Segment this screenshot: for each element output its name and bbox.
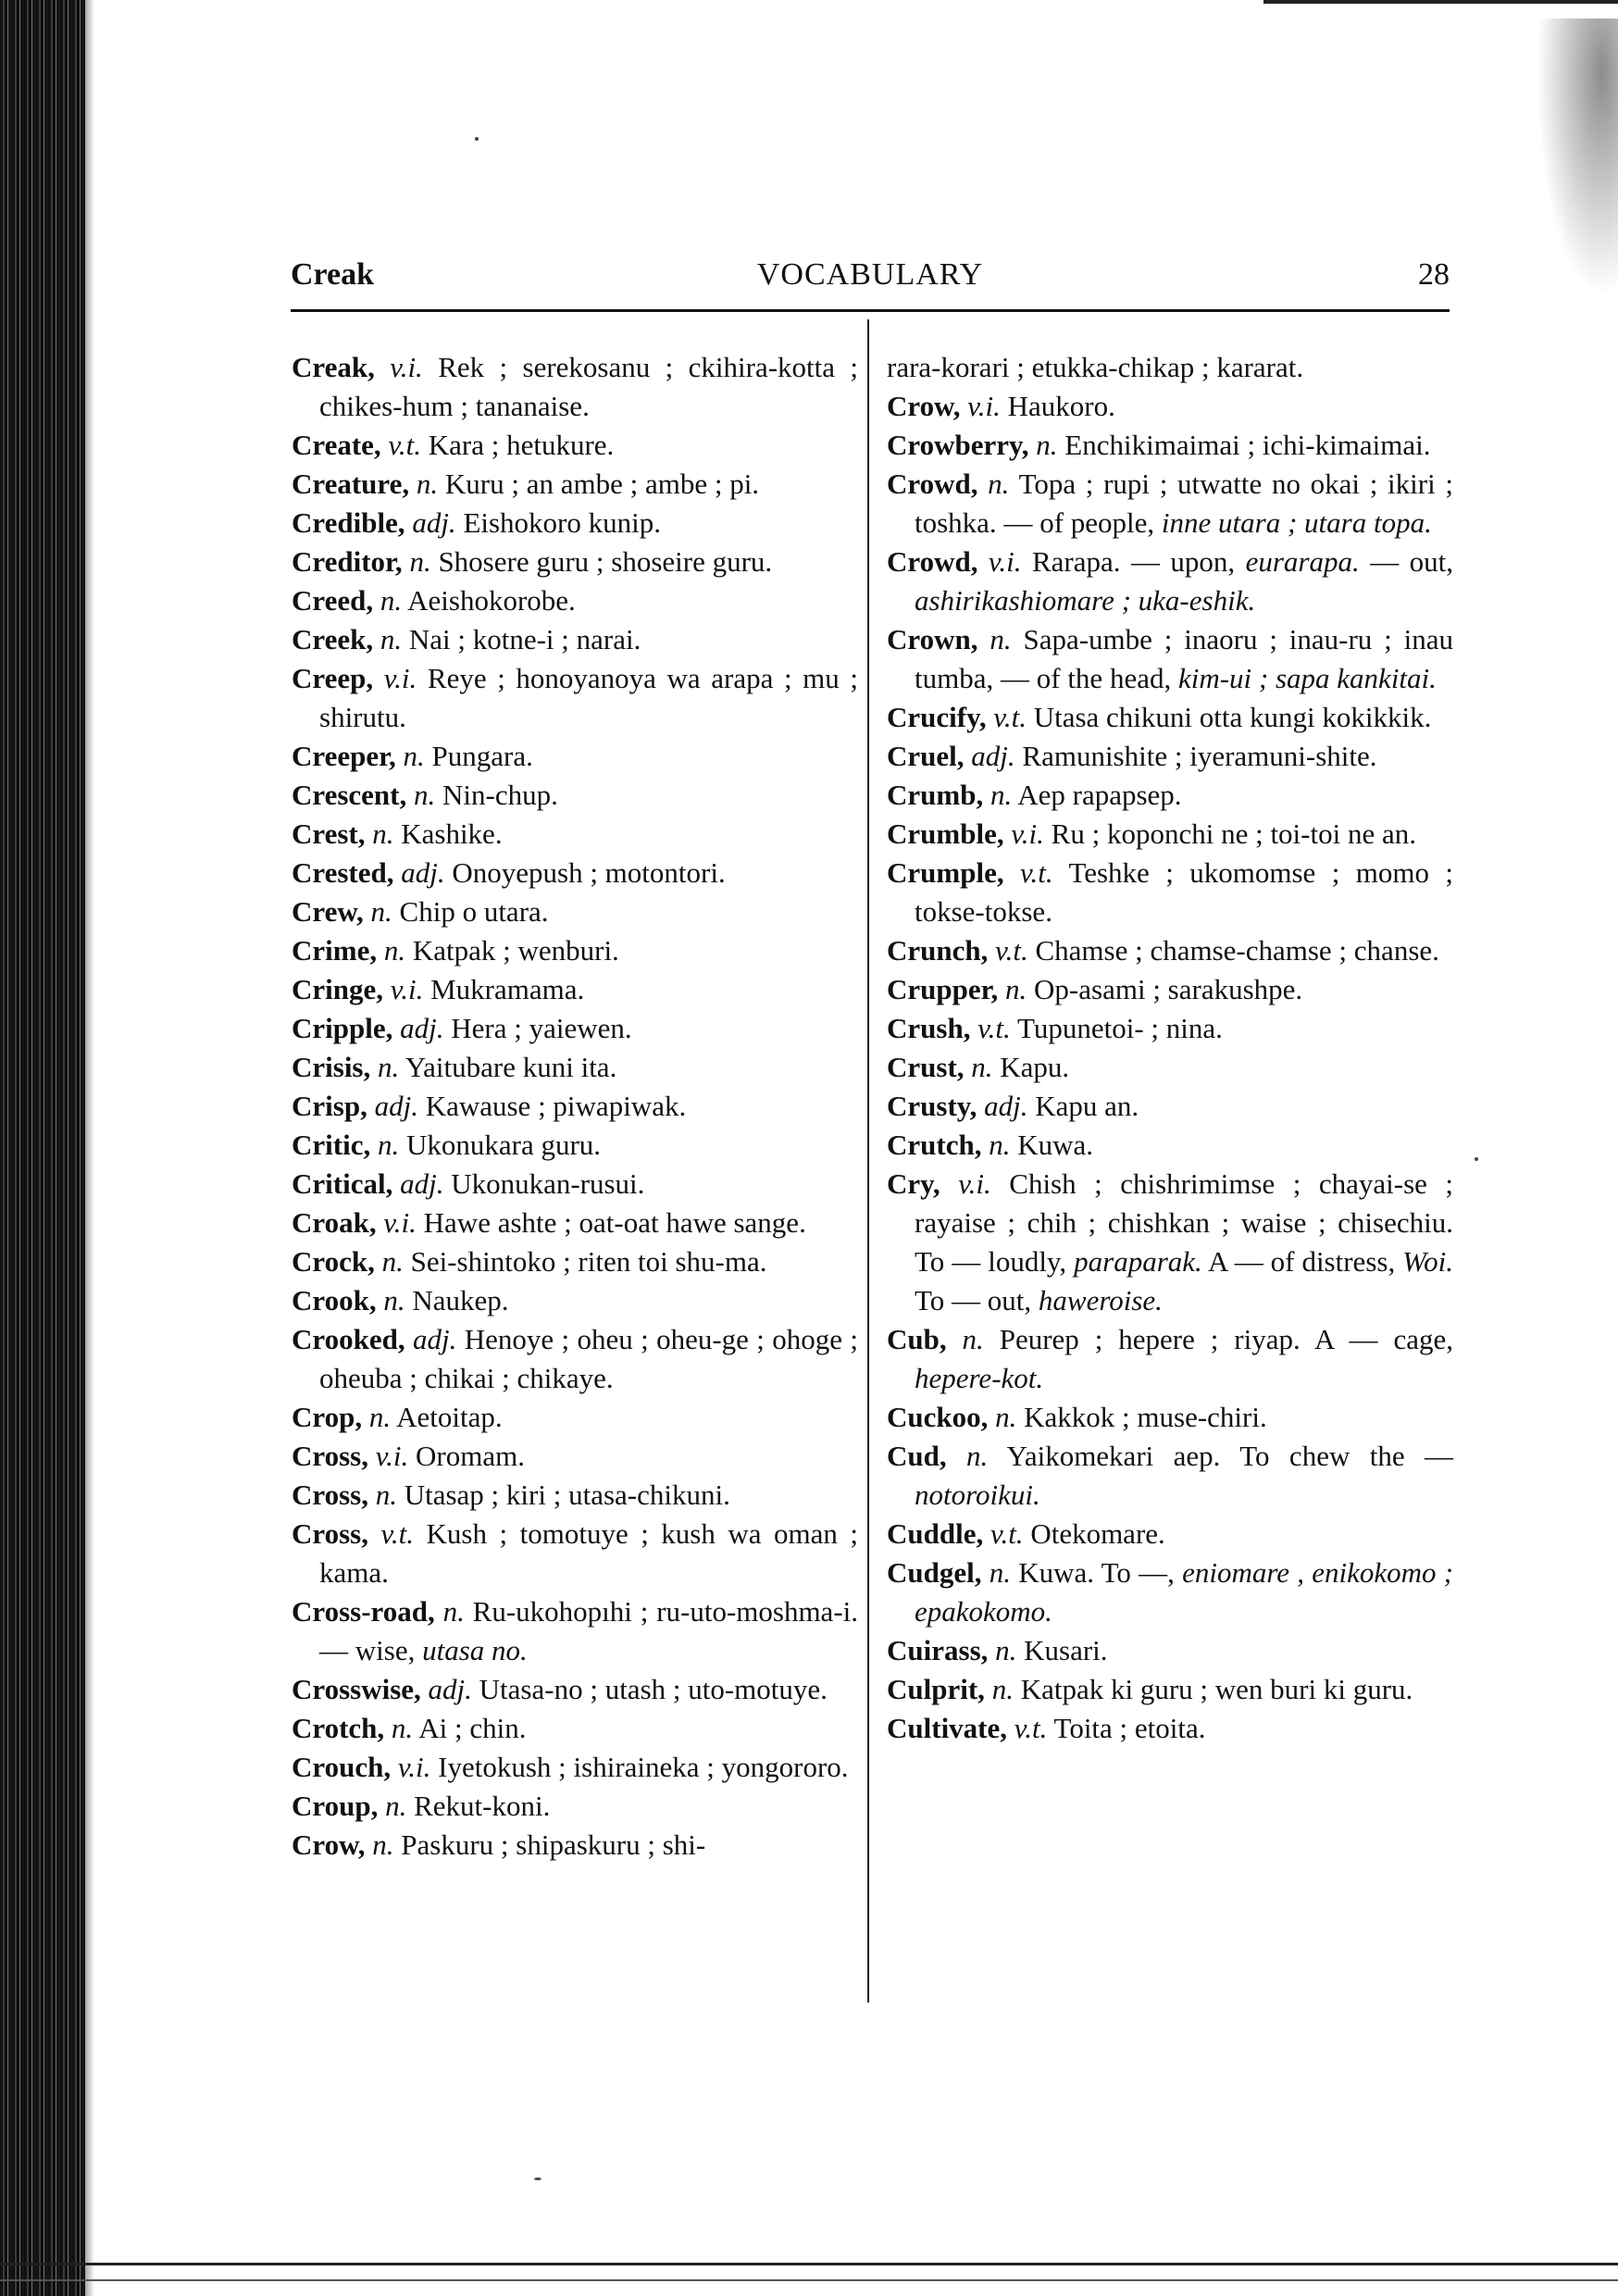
scan-bottom-edge [0,2279,1618,2281]
phrase: — of people, [1003,506,1155,539]
headword: Creature, [292,468,410,500]
dictionary-entry [292,1281,858,1320]
definition: Shosere guru ; shoseire guru. [438,545,773,578]
headword: Cross, [292,1479,368,1511]
phrase-translation: inne utara ; utara topa. [1161,506,1432,539]
part-of-speech: n. [409,545,431,578]
headword: Culprit, [887,1673,985,1705]
part-of-speech: n. [375,1479,397,1511]
part-of-speech: v.i. [390,351,423,383]
headword: Crescent, [292,779,407,811]
phrase-translation: ashirikashiomare ; uka-eshik. [915,584,1256,617]
dictionary-entry [887,1320,1453,1398]
part-of-speech: n. [378,1051,400,1083]
dictionary-entry [292,1592,858,1670]
dictionary-entry [292,1670,858,1709]
phrase: A — cage, [1313,1323,1454,1355]
dictionary-entry [292,931,858,970]
dictionary-entry [887,1398,1453,1437]
definition: Haukoro. [1007,390,1115,422]
part-of-speech: adj. [984,1090,1028,1122]
definition: Op-asami ; sarakushpe. [1034,973,1303,1005]
definition: Kapu an. [1035,1090,1139,1122]
dictionary-entry [292,1748,858,1787]
headword: Crosswise, [292,1673,421,1705]
part-of-speech: n. [971,1051,993,1083]
part-of-speech: n. [962,1323,984,1355]
scan-corner-shadow [1537,19,1618,296]
headword: Crusty, [887,1090,977,1122]
part-of-speech: v.i. [967,390,1001,422]
headword: Critical, [292,1167,393,1200]
definition: Ru ; koponchi ne ; toi-toi ne an. [1051,817,1416,850]
part-of-speech: v.i. [383,662,417,694]
part-of-speech: n. [372,1828,394,1861]
definition: Ru-ukohopıhi ; ru-uto-moshma-i. [472,1595,859,1628]
headword: Crisis, [292,1051,371,1083]
part-of-speech: v.t. [977,1012,1011,1044]
headword: Cultivate, [887,1712,1008,1744]
phrase: — out, [1370,545,1454,578]
dictionary-entry [292,1165,858,1204]
scan-binding-edge [0,0,85,2296]
dictionary-entry [292,737,858,776]
definition: Nai ; kotne-i ; narai. [408,623,641,655]
part-of-speech: n. [377,1129,400,1161]
headword: Cub, [887,1323,947,1355]
headword: Crowberry, [887,429,1029,461]
phrase-translation: kim-ui ; sapa kankitai. [1177,662,1437,694]
headword: Crock, [292,1245,375,1278]
definition: Sei-shintoko ; riten toi shu-ma. [410,1245,767,1278]
definition: rara-korari ; etukka-chikap ; kararat. [887,351,1304,383]
definition: Ramunishite ; iyeramuni-shite. [1022,740,1377,772]
dictionary-entry [292,854,858,892]
scan-speck [475,137,479,141]
phrase-translation: paraparak. [1074,1245,1202,1278]
definition: Hawe ashte ; oat-oat hawe sange. [423,1206,806,1239]
headword: Crest, [292,817,366,850]
definition: Kapu. [1000,1051,1070,1083]
definition: Katpak ki guru ; wen buri ki guru. [1020,1673,1413,1705]
page-title: VOCABULARY [756,257,984,292]
headword: Crutch, [887,1129,982,1161]
headword: Crotch, [292,1712,385,1744]
part-of-speech: n. [416,468,439,500]
dictionary-entry [292,348,858,426]
phrase-translation: notoroikui. [915,1479,1040,1511]
part-of-speech: n. [381,1245,404,1278]
headword: Crooked, [292,1323,405,1355]
headword: Crunch, [887,934,989,967]
part-of-speech: n. [995,1401,1017,1433]
headword: Cud, [887,1440,947,1472]
phrase-translation: utasa no. [422,1634,528,1666]
dictionary-entry [887,1515,1453,1554]
definition: Ukonukan-rusui. [451,1167,645,1200]
part-of-speech: n. [391,1712,414,1744]
scan-bottom-edge [0,2263,1618,2265]
part-of-speech: v.t. [380,1517,415,1550]
definition: Kuwa. [1017,1129,1094,1161]
part-of-speech: v.i. [375,1440,409,1472]
definition: Paskuru ; shipaskuru ; shi- [401,1828,706,1861]
dictionary-entry [292,620,858,659]
dictionary-entry [292,1826,858,1865]
dictionary-entry [887,465,1453,543]
definition: Otekomare. [1030,1517,1165,1550]
definition: Peurep ; hepere ; riyap. [999,1323,1301,1355]
dictionary-entry [887,1709,1453,1748]
dictionary-entry [292,892,858,931]
headword: Creak, [292,351,375,383]
headword: Cuckoo, [887,1401,989,1433]
dictionary-entry [887,1670,1453,1709]
headword: Creek, [292,623,374,655]
dictionary-entry [887,543,1453,620]
definition: Tupunetoi- ; nina. [1016,1012,1223,1044]
dictionary-entry [887,1009,1453,1048]
definition: Kush ; tomotuye ; kush wa oman ; kama. [319,1517,858,1589]
definition: Sapa-umbe ; inaoru ; inau-ru ; inau tumba, [915,623,1454,694]
part-of-speech: n. [1036,429,1058,461]
part-of-speech: v.t. [388,429,422,461]
part-of-speech: adj. [971,740,1015,772]
part-of-speech: v.t. [1020,856,1053,889]
part-of-speech: n. [989,779,1013,811]
dictionary-entry [887,854,1453,931]
part-of-speech: n. [966,1440,989,1472]
headword: Crop, [292,1401,363,1433]
page-number: 28 [1418,257,1450,292]
dictionary-entry [887,1165,1453,1320]
headword: Crow, [292,1828,366,1861]
definition: Utasa chikuni otta kungi kokikkik. [1033,701,1432,733]
dictionary-entry [887,1631,1453,1670]
headword: Cuddle, [887,1517,984,1550]
part-of-speech: n. [383,934,406,967]
headword: Crisp, [292,1090,367,1122]
part-of-speech: adj. [412,1323,457,1355]
dictionary-entry [887,737,1453,776]
definition: Onoyepush ; motontori. [452,856,726,889]
headword: Crumple, [887,856,1004,889]
phrase-translation: Woi. [1402,1245,1454,1278]
definition: Chish ; chishrimimse ; chayai-se ; rayaise ; chih ; chishkan ; waise ; chisechiu. [915,1167,1454,1239]
part-of-speech: n. [989,623,1012,655]
definition: Kara ; hetukure. [428,429,615,461]
dictionary-entry [292,1204,858,1242]
headword: Crested, [292,856,394,889]
dictionary-entry [292,1087,858,1126]
phrase-translation: haweroise. [1038,1284,1163,1316]
part-of-speech: n. [991,1673,1014,1705]
headword: Crowd, [887,468,978,500]
dictionary-entry [292,1320,858,1398]
phrase: To —, [1101,1556,1175,1589]
right-column [887,348,1453,1748]
definition: Henoye ; oheu ; oheu-ge ; ohoge ; oheuba ; chikai ; chikaye. [319,1323,859,1394]
headword: Crime, [292,934,378,967]
definition: Kusari. [1024,1634,1108,1666]
guide-word: Creak [291,257,375,292]
dictionary-entry [887,698,1453,737]
dictionary-entry [292,1126,858,1165]
part-of-speech: n. [989,1129,1011,1161]
dictionary-entry [887,1048,1453,1087]
part-of-speech: adj. [401,856,445,889]
part-of-speech: n. [995,1634,1017,1666]
part-of-speech: n. [383,1284,405,1316]
dictionary-entry [887,1126,1453,1165]
dictionary-entry [292,659,858,737]
part-of-speech: n. [370,895,392,928]
part-of-speech: v.i. [390,973,424,1005]
part-of-speech: n. [368,1401,392,1433]
part-of-speech: adj. [412,506,456,539]
headword: Critic, [292,1129,371,1161]
headword: Croup, [292,1790,379,1822]
definition: Teshke ; ukomomse ; momo ; tokse-tokse. [915,856,1453,928]
definition: Ukonukara guru. [405,1129,602,1161]
dictionary-entry [887,387,1453,426]
part-of-speech: v.t. [1014,1712,1048,1744]
definition: Chamse ; chamse-chamse ; chanse. [1035,934,1439,967]
definition: Yaitubare kuni ita. [404,1051,617,1083]
part-of-speech: n. [442,1595,465,1628]
dictionary-entry [292,1009,858,1048]
headword: Croak, [292,1206,377,1239]
definition: Kuwa. [1018,1556,1094,1589]
definition: Toita ; etoita. [1053,1712,1206,1744]
definition: Hera ; yaiewen. [451,1012,632,1044]
part-of-speech: adj. [428,1673,472,1705]
dictionary-entry [887,426,1453,465]
phrase-translation: eurarapa. [1245,545,1360,578]
dictionary-entry [292,776,858,815]
dictionary-entry [292,1242,858,1281]
definition: Mukramama. [430,973,585,1005]
part-of-speech: n. [988,468,1010,500]
headword: Credible, [292,506,405,539]
headword: Crouch, [292,1751,392,1783]
part-of-speech: n. [989,1556,1011,1589]
part-of-speech: v.t. [995,934,1028,967]
definition: Kawause ; piwapiwak. [425,1090,687,1122]
dictionary-entry [887,1087,1453,1126]
definition: Enchikimaimai ; ichi-kimaimai. [1064,429,1431,461]
part-of-speech: adj. [374,1090,418,1122]
dictionary-entry [292,970,858,1009]
dictionary-entry [887,970,1453,1009]
phrase: To — out, [915,1284,1032,1316]
definition: Ai ; chin. [418,1712,527,1744]
phrase-translation: hepere-kot. [915,1362,1044,1394]
part-of-speech: v.i. [1011,817,1044,850]
part-of-speech: v.i. [383,1206,417,1239]
headword: Crush, [887,1012,971,1044]
headword: Crew, [292,895,364,928]
headword: Create, [292,429,381,461]
phrase: To chew the — [1239,1440,1453,1472]
definition: Aetoitap. [396,1401,503,1433]
definition: Pungara. [431,740,533,772]
dictionary-entry [292,426,858,465]
definition: Utasa-no ; utash ; uto-motuye. [479,1673,828,1705]
scan-speck [534,2177,541,2180]
headword: Creditor, [292,545,403,578]
definition: Eishokoro kunip. [463,506,661,539]
dictionary-entry [887,815,1453,854]
dictionary-entry [887,1554,1453,1631]
definition: Utasap ; kiri ; utasa-chikuni. [404,1479,730,1511]
headword: Crust, [887,1051,965,1083]
phrase: — upon, [1130,545,1236,578]
definition: Nin-chup. [442,779,558,811]
headword: Cripple, [292,1012,393,1044]
part-of-speech: n. [414,779,436,811]
dictionary-entry [292,465,858,504]
headword: Cringe, [292,973,384,1005]
headword: Cross, [292,1517,368,1550]
part-of-speech: n. [385,1790,407,1822]
phrase-translation: eniomare , enikokomo ; epakokomo. [915,1556,1454,1628]
definition: Rarapa. [1031,545,1121,578]
dictionary-entry [887,620,1453,698]
definition: Kuru ; an ambe ; ambe ; pi. [444,468,760,500]
definition: Chip o utara. [399,895,549,928]
dictionary-entry [292,1437,858,1476]
phrase: — wise, [319,1634,416,1666]
dictionary-entry [292,1398,858,1437]
phrase: — of the head, [1001,662,1172,694]
part-of-speech: n. [372,817,394,850]
part-of-speech: adj. [400,1167,444,1200]
part-of-speech: adj. [400,1012,444,1044]
headword: Crow, [887,390,961,422]
column-divider [867,319,869,2003]
headword: Cross, [292,1440,368,1472]
headword: Crowd, [887,545,978,578]
part-of-speech: n. [403,740,425,772]
headword: Cudgel, [887,1556,982,1589]
scan-speck [1475,1157,1478,1161]
dictionary-entry [292,1787,858,1826]
definition: Aeishokorobe. [407,584,576,617]
dictionary-entry [292,1709,858,1748]
definition: Rekut-koni. [414,1790,551,1822]
part-of-speech: v.i. [958,1167,991,1200]
headword: Crown, [887,623,978,655]
headword: Creeper, [292,740,396,772]
headword: Crucify, [887,701,987,733]
definition: Iyetokush ; ishiraineka ; yongororo. [438,1751,849,1783]
dictionary-entry [292,815,858,854]
dictionary-entry [292,1476,858,1515]
definition: Aep rapapsep. [1017,779,1182,811]
definition: Kashike. [401,817,503,850]
headword: Cross-road, [292,1595,435,1628]
dictionary-entry [887,931,1453,970]
dictionary-entry [887,1437,1453,1515]
phrase: To — loudly, [915,1245,1067,1278]
part-of-speech: n. [1005,973,1027,1005]
headword: Crook, [292,1284,377,1316]
headword: Creep, [292,662,374,694]
headword: Crumb, [887,779,984,811]
left-column [292,348,858,1865]
header-rule [291,309,1450,312]
dictionary-entry [292,543,858,581]
running-head [291,257,1450,298]
part-of-speech: v.t. [993,701,1027,733]
headword: Creed, [292,584,374,617]
definition: Rek ; serekosanu ; ckihira-kotta ; chikes-hum ; tananaise. [319,351,859,422]
definition: Yaikomekari aep. [1006,1440,1221,1472]
headword: Cruel, [887,740,965,772]
dictionary-entry [887,776,1453,815]
part-of-speech: n. [380,584,403,617]
part-of-speech: v.i. [397,1751,431,1783]
part-of-speech: n. [380,623,403,655]
dictionary-entry [292,1048,858,1087]
definition: Katpak ; wenburi. [412,934,619,967]
definition: Oromam. [416,1440,525,1472]
definition: Reye ; honoyanoya wa arapa ; mu ; shirutu. [319,662,859,733]
headword: Cry, [887,1167,940,1200]
phrase: A — of distress, [1208,1245,1396,1278]
dictionary-entry [887,348,1453,387]
definition: Kakkok ; muse-chiri. [1024,1401,1267,1433]
scan-top-edge [1263,0,1618,4]
headword: Cuirass, [887,1634,989,1666]
headword: Crumble, [887,817,1004,850]
headword: Crupper, [887,973,999,1005]
definition: Naukep. [412,1284,509,1316]
part-of-speech: v.i. [988,545,1022,578]
dictionary-entry [292,581,858,620]
dictionary-entry [292,1515,858,1592]
part-of-speech: v.t. [989,1517,1024,1550]
definition: Topa ; rupi ; utwatte no okai ; ikiri ; toshka. [915,468,1453,539]
dictionary-entry [292,504,858,543]
